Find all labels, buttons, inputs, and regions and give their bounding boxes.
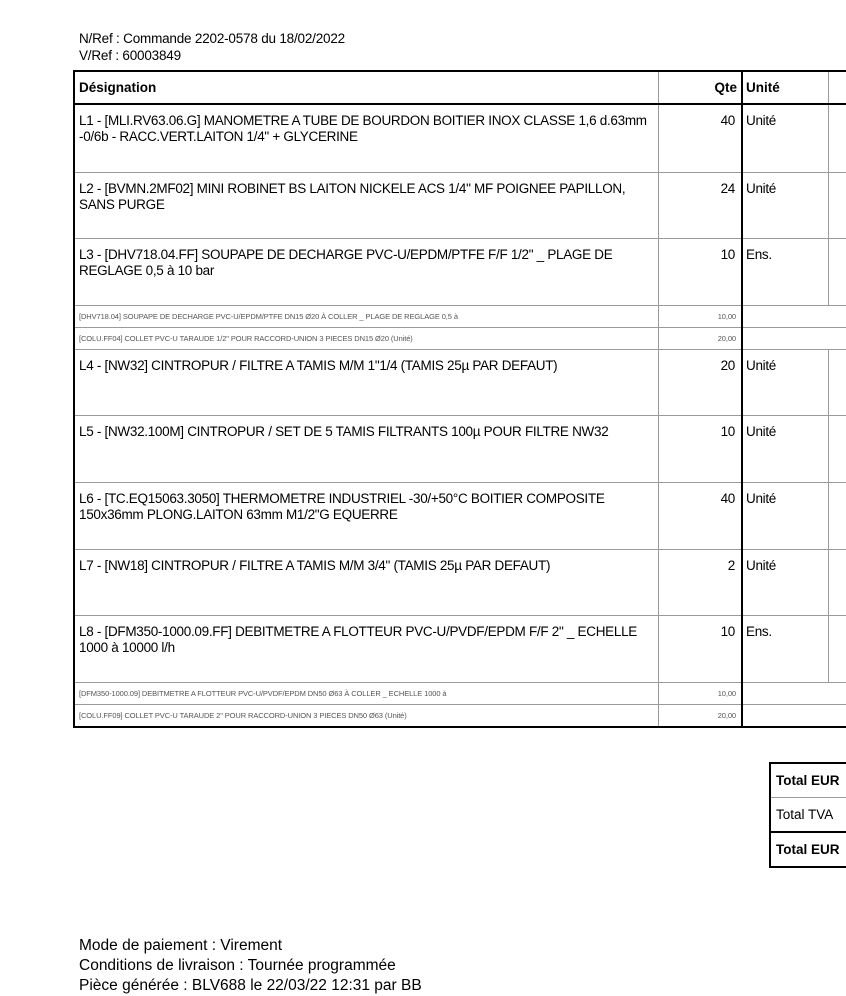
line-quantity: 40	[658, 104, 742, 172]
line-designation: L4 - [NW32] CINTROPUR / FILTRE A TAMIS M/M 1"1/4 (TAMIS 25µ PAR DEFAUT)	[74, 349, 658, 415]
table-row	[74, 415, 846, 482]
line-unit: Ens.	[742, 238, 828, 305]
line-designation: L1 - [MLI.RV63.06.G] MANOMETRE A TUBE DE BOURDON BOITIER INOX CLASSE 1,6 d.63mm -0/6b - RACC.VERT.LAITON 1/4" + GLYCERINE	[74, 104, 658, 172]
line-unit: Unité	[742, 415, 828, 482]
line-unit: Unité	[742, 104, 828, 172]
component-row	[74, 682, 846, 704]
component-empty	[742, 327, 846, 349]
line-extra	[828, 104, 846, 172]
table-row	[74, 172, 846, 238]
component-empty	[742, 704, 846, 727]
delivery-lines-table	[73, 70, 846, 728]
table-row	[74, 549, 846, 615]
table-header	[74, 71, 846, 104]
component-designation: [COLU.FF04] COLLET PVC-U TARAUDE 1/2" POUR RACCORD-UNION 3 PIECES DN15 Ø20 (Unité)	[74, 327, 658, 349]
component-empty	[742, 682, 846, 704]
line-unit: Unité	[742, 482, 828, 549]
line-extra	[828, 415, 846, 482]
line-quantity: 10	[658, 615, 742, 682]
table-row	[74, 349, 846, 415]
component-empty	[742, 305, 846, 327]
line-quantity: 10	[658, 415, 742, 482]
your-reference: V/Ref : 60003849	[79, 48, 181, 63]
component-designation: [COLU.FF09] COLLET PVC-U TARAUDE 2" POUR RACCORD-UNION 3 PIECES DN50 Ø63 (Unité)	[74, 704, 658, 727]
totals-table	[769, 762, 846, 868]
line-designation: L3 - [DHV718.04.FF] SOUPAPE DE DECHARGE PVC-U/EPDM/PTFE F/F 1/2" _ PLAGE DE REGLAGE 0,5 à 10 bar	[74, 238, 658, 305]
component-designation: [DHV718.04] SOUPAPE DE DECHARGE PVC-U/EPDM/PTFE DN15 Ø20 À COLLER _ PLAGE DE REGLAGE 0,5 à	[74, 305, 658, 327]
table-row	[74, 482, 846, 549]
line-designation: L5 - [NW32.100M] CINTROPUR / SET DE 5 TAMIS FILTRANTS 100µ POUR FILTRE NW32	[74, 415, 658, 482]
our-reference: N/Ref : Commande 2202-0578 du 18/02/2022	[79, 31, 345, 46]
line-quantity: 20	[658, 349, 742, 415]
component-designation: [DFM350-1000.09] DEBITMETRE A FLOTTEUR PVC-U/PVDF/EPDM DN50 Ø63 À COLLER _ ECHELLE 1000 à	[74, 682, 658, 704]
component-quantity: 10,00	[658, 305, 742, 327]
header-quantity: Qte	[658, 71, 742, 104]
line-designation: L8 - [DFM350-1000.09.FF] DEBITMETRE A FLOTTEUR PVC-U/PVDF/EPDM F/F 2" _ ECHELLE 1000 à 10000 l/h	[74, 615, 658, 682]
line-extra	[828, 549, 846, 615]
line-unit: Unité	[742, 549, 828, 615]
header-designation: Désignation	[74, 71, 658, 104]
line-designation: L7 - [NW18] CINTROPUR / FILTRE A TAMIS M/M 3/4" (TAMIS 25µ PAR DEFAUT)	[74, 549, 658, 615]
line-unit: Unité	[742, 172, 828, 238]
table-row	[74, 104, 846, 172]
line-extra	[828, 349, 846, 415]
total-tva-label: Total TVA	[770, 798, 846, 833]
line-quantity: 10	[658, 238, 742, 305]
line-designation: L2 - [BVMN.2MF02] MINI ROBINET BS LAITON NICKELE ACS 1/4" MF POIGNEE PAPILLON, SANS PURGE	[74, 172, 658, 238]
line-unit: Ens.	[742, 615, 828, 682]
line-quantity: 24	[658, 172, 742, 238]
delivery-conditions: Conditions de livraison : Tournée programmée	[79, 957, 396, 974]
component-row	[74, 704, 846, 727]
line-extra	[828, 615, 846, 682]
component-quantity: 10,00	[658, 682, 742, 704]
line-extra	[828, 482, 846, 549]
total-ht-label: Total EUR	[770, 763, 846, 798]
header-extra	[828, 71, 846, 104]
line-extra	[828, 172, 846, 238]
line-extra	[828, 238, 846, 305]
component-row	[74, 327, 846, 349]
table-row	[74, 238, 846, 305]
total-ttc-label: Total EUR	[770, 832, 846, 867]
component-row	[74, 305, 846, 327]
component-quantity: 20,00	[658, 327, 742, 349]
line-quantity: 2	[658, 549, 742, 615]
payment-method: Mode de paiement : Virement	[79, 937, 283, 954]
line-unit: Unité	[742, 349, 828, 415]
header-unit: Unité	[742, 71, 828, 104]
generated-info: Pièce générée : BLV688 le 22/03/22 12:31 par BB	[79, 977, 422, 994]
table-row	[74, 615, 846, 682]
line-designation: L6 - [TC.EQ15063.3050] THERMOMETRE INDUSTRIEL -30/+50°C BOITIER COMPOSITE 150x36mm PLONG.LAITON 63mm M1/2"G EQUERRE	[74, 482, 658, 549]
line-quantity: 40	[658, 482, 742, 549]
component-quantity: 20,00	[658, 704, 742, 727]
